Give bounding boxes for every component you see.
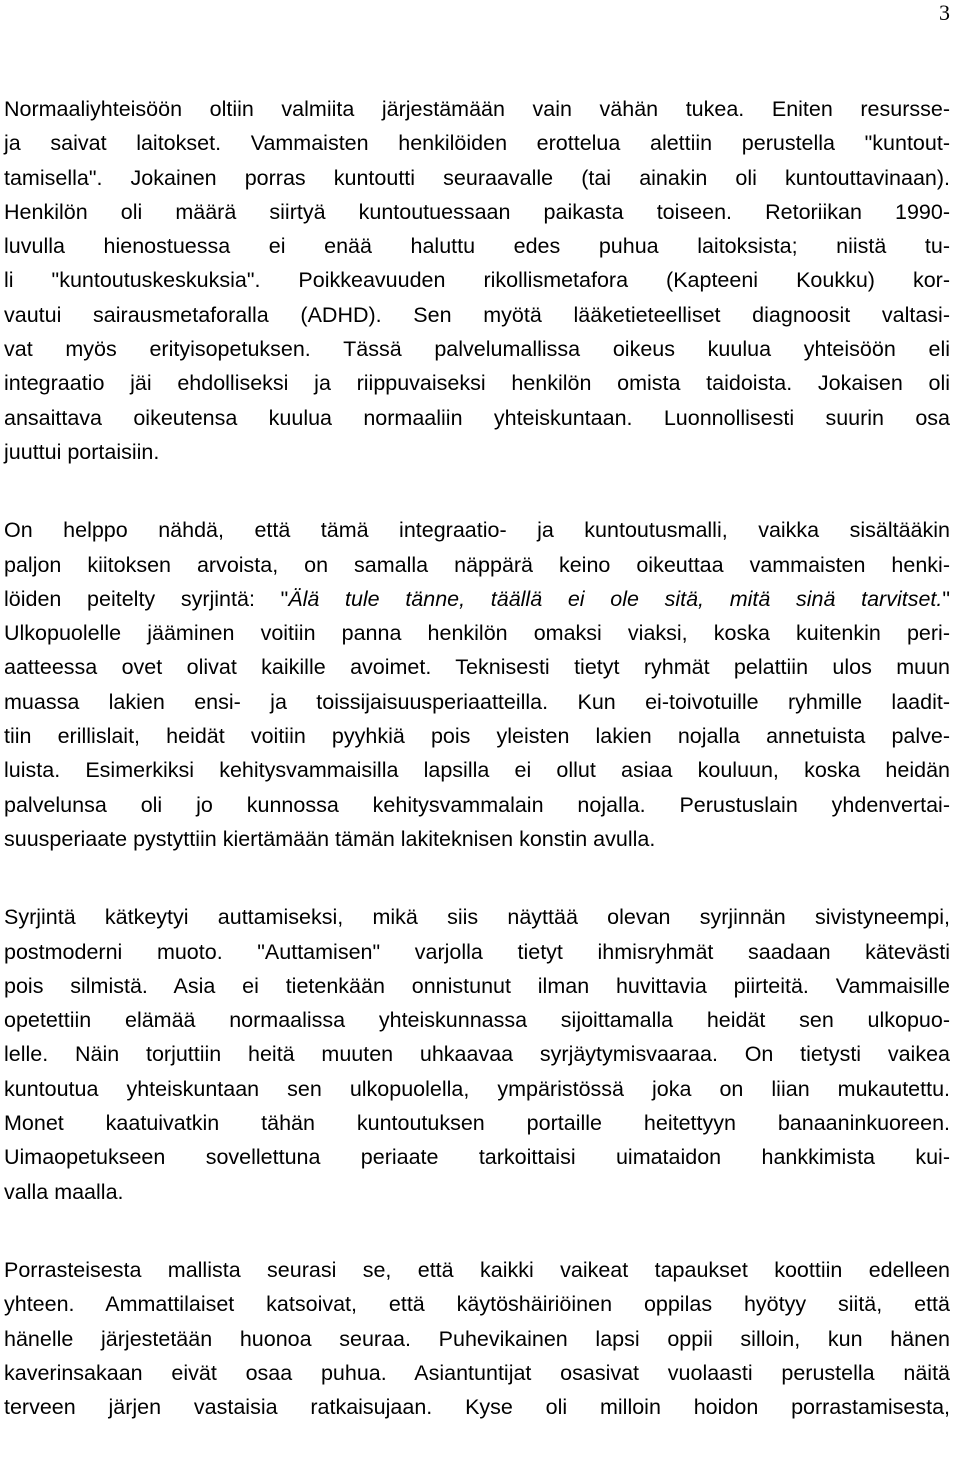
text-line: luista. Esimerkiksi kehitysvammaisilla lapsilla ei ollut asiaa kouluun, koska heidän	[4, 758, 950, 783]
text-line: opetettiin elämää normaalissa yhteiskunnassa sijoittamalla heidät sen ulkopuo-	[4, 1008, 950, 1033]
paragraph-3	[4, 900, 950, 1209]
text-line: suusperiaate pystyttiin kiertämään tämän lakiteknisen konstin avulla.	[4, 826, 656, 851]
text-line: integraatio jäi ehdolliseksi ja riippuvaiseksi henkilön omista taidoista. Jokaisen oli	[4, 371, 950, 396]
text-line: pois silmistä. Asia ei tietenkään onnistunut ilman huvittavia piirteitä. Vammaisille	[4, 973, 950, 998]
text-line: tiin erillislait, heidät voitiin pyyhkiä pois yleisten lakien nojalla annetuista palve-	[4, 724, 950, 749]
text-line: kaverinsakaan eivät osaa puhua. Asiantuntijat osasivat vuolaasti perustella näitä	[4, 1360, 950, 1385]
text-line: lelle. Näin torjuttiin heitä muuten uhkaavaa syrjäytymisvaaraa. On tietysti vaikea	[4, 1042, 950, 1067]
text-line: valla maalla.	[4, 1179, 124, 1204]
text-line: Ulkopuolelle jääminen voitiin panna henkilön omaksi viaksi, koska kuitenkin peri-	[4, 621, 950, 646]
text-line: vat myös erityisopetuksen. Tässä palvelumallissa oikeus kuulua yhteisöön eli	[4, 337, 950, 362]
text-line: ja saivat laitokset. Vammaisten henkilöiden erottelua alettiin perustella "kuntout-	[4, 131, 950, 156]
text-line: kuntoutua yhteiskuntaan sen ulkopuolella, ympäristössä joka on liian mukautettu.	[4, 1076, 950, 1101]
quote-close: "	[942, 586, 950, 611]
text-line: paljon kiitoksen arvoista, on samalla näppärä keino oikeuttaa vammaisten henki-	[4, 552, 950, 577]
text-line: luvulla hienostuessa ei enää haluttu edes puhua laitoksista; niistä tu-	[4, 234, 950, 259]
text-line: Normaaliyhteisöön oltiin valmiita järjestämään vain vähän tukea. Eniten resursse-	[4, 97, 950, 121]
text-segment: löiden peitelty syrjintä: "	[4, 586, 289, 611]
text-line: palvelunsa oli jo kunnossa kehitysvammalain nojalla. Perustuslain yhdenvertai-	[4, 792, 950, 817]
text-line: Henkilön oli määrä siirtyä kuntoutuessaan paikasta toiseen. Retoriikan 1990-	[4, 199, 950, 224]
paragraph-2	[4, 513, 950, 856]
text-line-with-quote	[4, 582, 950, 616]
text-line: Uimaopetukseen sovellettuna periaate tarkoittaisi uimataidon hankkimista kui-	[4, 1145, 950, 1170]
text-line: yhteen. Ammattilaiset katsoivat, että käytöshäiriöinen oppilas hyötyy siitä, että	[4, 1292, 950, 1317]
text-line: li "kuntoutuskeskuksia". Poikkeavuuden rikollismetafora (Kapteeni Koukku) kor-	[4, 268, 950, 293]
text-line: On helppo nähdä, että tämä integraatio- ja kuntoutusmalli, vaikka sisältääkin	[4, 518, 950, 543]
body-text	[4, 92, 950, 1468]
text-line: juuttui portaisiin.	[4, 439, 160, 464]
text-line: ansaittava oikeutensa kuulua normaaliin yhteiskuntaan. Luonnollisesti suurin osa	[4, 405, 950, 430]
text-line: vautui sairausmetaforalla (ADHD). Sen myötä lääketieteelliset diagnoosit valtasi-	[4, 302, 950, 327]
text-line: postmoderni muoto. "Auttamisen" varjolla tietyt ihmisryhmät saadaan kätevästi	[4, 939, 950, 964]
text-line: Syrjintä kätkeytyi auttamiseksi, mikä siis näyttää olevan syrjinnän sivistyneempi,	[4, 905, 950, 930]
text-line: aatteessa ovet olivat kaikille avoimet. Teknisesti tietyt ryhmät pelattiin ulos muun	[4, 655, 950, 680]
italic-quote: Älä tule tänne, täällä ei ole sitä, mitä sinä tarvitset.	[288, 586, 943, 611]
text-line: Porrasteisesta mallista seurasi se, että kaikki vaikeat tapaukset koottiin edelleen	[4, 1257, 950, 1282]
paragraph-4	[4, 1253, 950, 1424]
text-line: muassa lakien ensi- ja toissijaisuusperiaatteilla. Kun ei-toivotuille ryhmille laadit-	[4, 689, 950, 714]
paragraph-1	[4, 92, 950, 469]
text-line: tamisella". Jokainen porras kuntoutti seuraavalle (tai ainakin oli kuntouttavinaan).	[4, 165, 950, 190]
text-line: Monet kaatuivatkin tähän kuntoutuksen portaille heitettyyn banaaninkuoreen.	[4, 1111, 950, 1136]
page-number: 3	[939, 0, 950, 25]
text-line: hänelle järjestetään huonoa seuraa. Puhevikainen lapsi oppii silloin, kun hänen	[4, 1326, 950, 1351]
text-line: terveen järjen vastaisia ratkaisujaan. Kyse oli milloin hoidon porrastamisesta,	[4, 1395, 950, 1420]
